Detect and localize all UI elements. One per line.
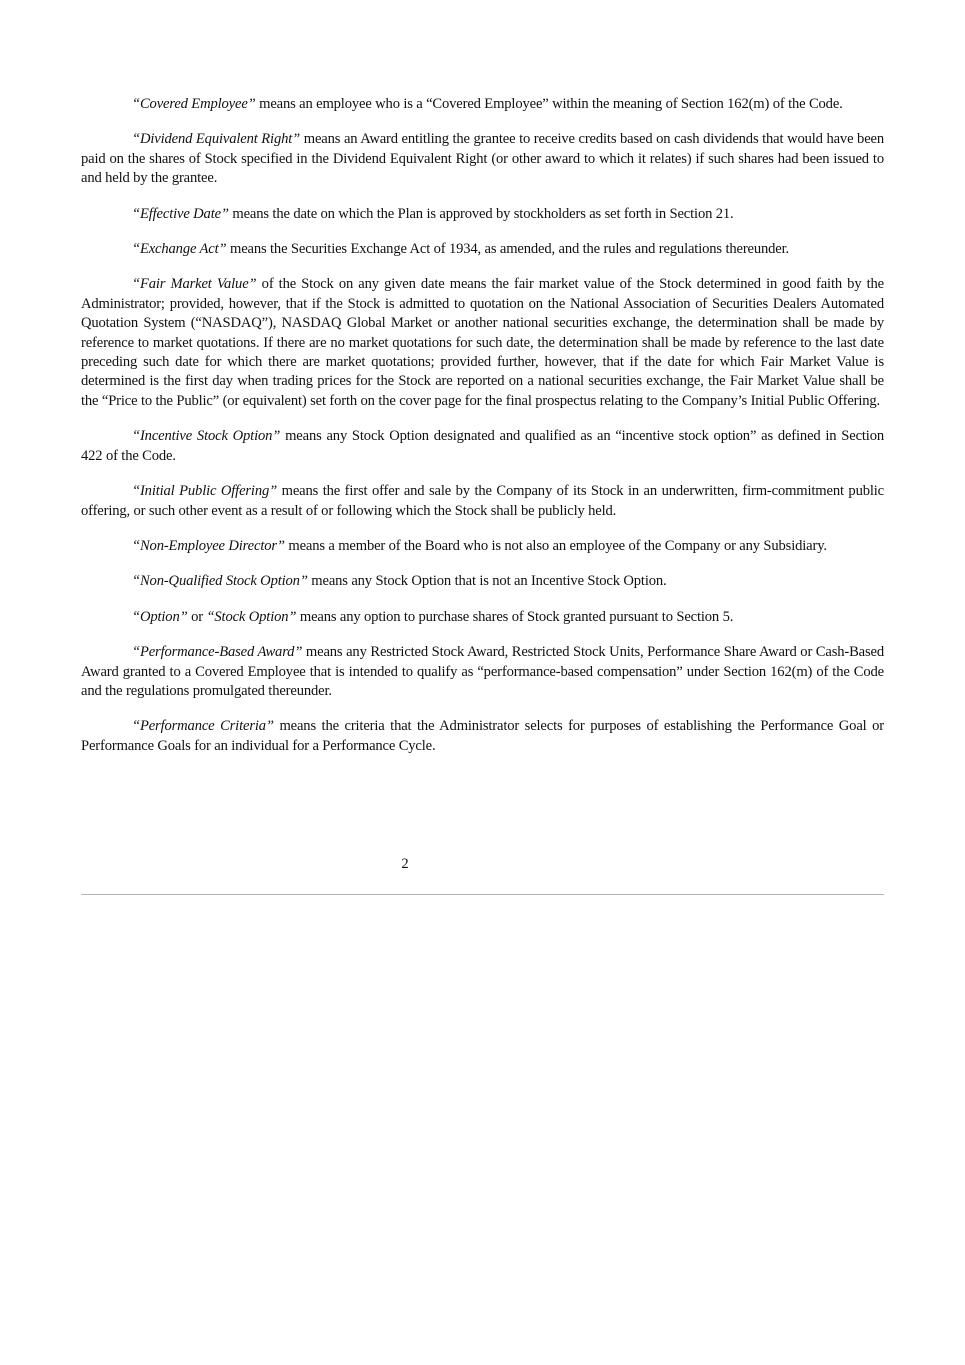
defined-term: “Dividend Equivalent Right” bbox=[132, 131, 301, 148]
definition-performance-criteria bbox=[81, 717, 884, 756]
definition-non-qualified-stock-option bbox=[81, 572, 884, 591]
definition-fair-market-value bbox=[81, 275, 884, 411]
definition-text: means any Stock Option that is not an Incentive Stock Option. bbox=[307, 573, 667, 590]
definition-option bbox=[81, 608, 884, 627]
defined-term: “Exchange Act” bbox=[132, 241, 227, 258]
definition-text: means a member of the Board who is not also an employee of the Company or any Subsidiary. bbox=[284, 537, 827, 554]
definition-effective-date bbox=[81, 205, 884, 224]
defined-term: “Covered Employee” bbox=[132, 96, 256, 112]
definition-covered-employee bbox=[81, 95, 884, 114]
defined-term-alternate: “Stock Option” bbox=[206, 608, 297, 625]
page-divider bbox=[81, 894, 884, 895]
definition-incentive-stock-option bbox=[81, 427, 884, 466]
definition-text: means the date on which the Plan is approved by stockholders as set forth in Section 21. bbox=[228, 205, 734, 222]
defined-term: “Option” bbox=[132, 608, 188, 625]
defined-term: “Initial Public Offering” bbox=[132, 483, 278, 500]
definition-exchange-act bbox=[81, 240, 884, 259]
definition-text: means an Award entitling the grantee to receive credits based on cash dividends that would have been paid on the shares of Stock specified in the Dividend Equivalent Right (or other award to which it relates) if such shares had been issued to and held by the grantee. bbox=[81, 131, 885, 187]
defined-term: “Effective Date” bbox=[132, 205, 229, 222]
definition-connector: or bbox=[187, 608, 207, 625]
definition-initial-public-offering bbox=[81, 482, 884, 521]
definition-text: means any option to purchase shares of Stock granted pursuant to Section 5. bbox=[296, 608, 734, 625]
definition-text: means the criteria that the Administrator selects for purposes of establishing the Performance Goal or Performance Goals for an individual for a Performance Cycle. bbox=[81, 718, 884, 754]
definition-text: means any Stock Option designated and qualified as an “incentive stock option” as defined in Section 422 of the Code. bbox=[81, 428, 885, 464]
definition-text: means an employee who is a “Covered Employee” within the meaning of Section 162(m) of the Code. bbox=[255, 96, 843, 112]
definition-text: of the Stock on any given date means the fair market value of the Stock determined in good faith by the Administrator; provided, however, that if the Stock is admitted to quotation on the National Association of Securities Dealers Automated Quotation System (“NASDAQ”), NASDAQ Global Market or another national securities exchange, the determination shall be made by reference to market quotations. If there are no market quotations for such date, the determination shall be made by reference to the last date preceding such date for which there are market quotations; provided further, however, that if the date for which Fair Market Value is determined is the first day when trading prices for the Stock are reported on a national securities exchange, the Fair Market Value shall be the “Price to the Public” (or equivalent) set forth on the cover page for the final prospectus relating to the Company’s Initial Public Offering. bbox=[81, 276, 884, 409]
defined-term: “Non-Employee Director” bbox=[132, 537, 285, 554]
defined-term: “Incentive Stock Option” bbox=[132, 428, 281, 445]
defined-term: “Fair Market Value” bbox=[132, 276, 257, 293]
defined-term: “Performance-Based Award” bbox=[132, 644, 303, 661]
defined-term: “Performance Criteria” bbox=[132, 718, 274, 735]
document-page bbox=[81, 95, 884, 772]
definition-text: means the first offer and sale by the Company of its Stock in an underwritten, firm-commitment public offering, or such other event as a result of or following which the Stock shall be publicly held. bbox=[81, 483, 884, 519]
definition-dividend-equivalent-right bbox=[81, 130, 884, 188]
defined-term: “Non-Qualified Stock Option” bbox=[132, 573, 308, 590]
definition-text: means any Restricted Stock Award, Restricted Stock Units, Performance Share Award or Cash-Based Award granted to a Covered Employee that is intended to qualify as “performance-based compensation” under Section 162(m) of the Code and the regulations promulgated thereunder. bbox=[81, 644, 884, 699]
definition-non-employee-director bbox=[81, 537, 884, 556]
definition-performance-based-award bbox=[81, 643, 884, 701]
page-number: 2 bbox=[401, 856, 409, 872]
definition-text: means the Securities Exchange Act of 1934, as amended, and the rules and regulations thereunder. bbox=[226, 241, 790, 258]
